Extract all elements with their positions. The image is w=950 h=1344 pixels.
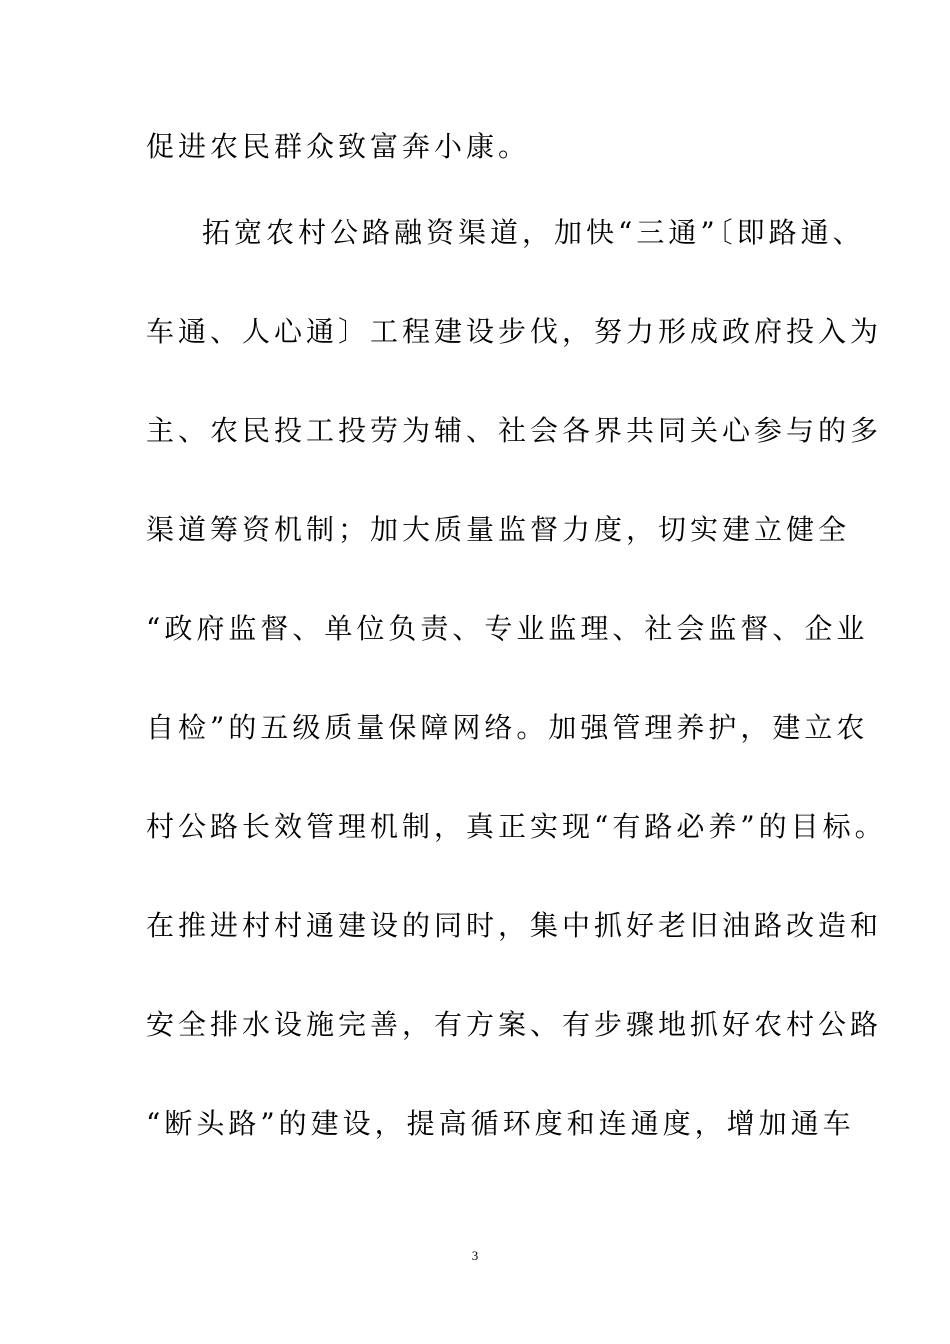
page-number: 3	[471, 1248, 479, 1263]
text-line-5: 渠道筹资机制；加大质量监督力度，切实建立健全	[146, 513, 851, 546]
text-line-1: 促进农民群众致富奔小康。	[146, 130, 531, 163]
text-line-10: 安全排水设施完善，有方案、有步骤地抓好农村公路	[146, 1008, 883, 1041]
text-line-11: “断头路”的建设，提高循环度和连通度，增加通车	[146, 1107, 855, 1140]
text-line-4: 主、农民投工投劳为辅、社会各界共同关心参与的多	[146, 414, 883, 447]
text-line-8: 村公路长效管理机制，真正实现“有路必养”的目标。	[146, 810, 887, 843]
text-line-2: 拓宽农村公路融资渠道，加快“三通”〔即路通、	[202, 216, 865, 249]
text-line-7: 自检”的五级质量保障网络。加强管理养护，建立农	[146, 711, 869, 744]
text-line-3: 车通、人心通〕工程建设步伐，努力形成政府投入为	[146, 315, 883, 348]
text-line-6: “政府监督、单位负责、专业监理、社会监督、企业	[146, 612, 869, 645]
text-line-9: 在推进村村通建设的同时，集中抓好老旧油路改造和	[146, 909, 883, 942]
